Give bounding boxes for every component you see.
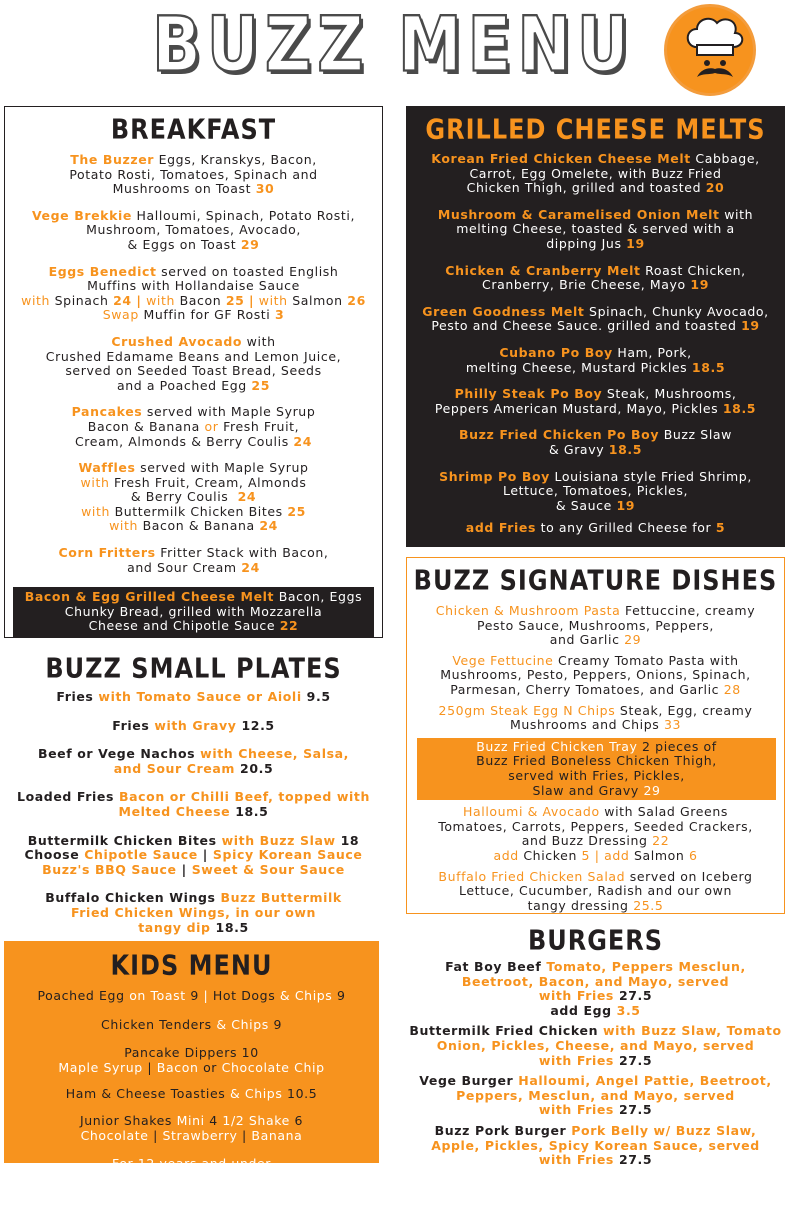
item-text: served with Maple Syrup	[140, 460, 309, 476]
breakfast-title: BREAKFAST	[110, 113, 277, 146]
item-price: 4	[209, 1112, 218, 1128]
menu-item	[4, 690, 383, 705]
item-text: with	[109, 518, 138, 534]
separator: |	[202, 847, 208, 863]
grilled-cheese-title: GRILLED CHEESE MELTS	[425, 113, 766, 146]
item-text: Muffin for GF Rosti	[143, 307, 271, 323]
item-name: Mushroom & Caramelised Onion Melt	[437, 206, 720, 222]
item-text: with Tomato Sauce or Aioli	[98, 689, 302, 704]
item-text: Spinach, Chunky Avocado,	[589, 303, 769, 319]
item-name: Buzz Pork Burger	[434, 1122, 567, 1138]
item-name: Beef or Vege Nachos	[37, 746, 196, 762]
item-price: 10	[241, 1045, 259, 1061]
menu-item	[406, 208, 785, 252]
item-text: Chicken Thigh, grilled and toasted	[466, 180, 702, 196]
item-text: & Chips	[229, 1086, 283, 1102]
item-text: & Gravy	[548, 441, 605, 457]
item-name: The Buzzer	[70, 152, 155, 167]
separator: |	[594, 847, 600, 863]
item-text: with	[146, 292, 175, 308]
item-text: & Sauce	[555, 497, 612, 513]
item-name: Pancakes	[71, 404, 143, 420]
item-text: Bacon, Eggs	[278, 589, 363, 605]
item-price: 18.5	[215, 919, 249, 935]
item-text: with	[258, 292, 288, 308]
item-price: 19	[616, 497, 636, 513]
item-text: Bacon & Banana	[87, 418, 200, 434]
separator: |	[203, 988, 209, 1003]
item-text: Mushrooms and Chips	[509, 717, 660, 733]
signature-section	[406, 557, 785, 914]
item-text: add Egg	[550, 1002, 612, 1018]
breakfast-section	[4, 106, 383, 638]
menu-title: BUZZ MENU	[152, 2, 635, 90]
item-text: with Gravy	[154, 717, 237, 733]
grilled-cheese-section	[406, 106, 785, 547]
separator: |	[147, 1059, 153, 1075]
featured-item	[13, 587, 374, 637]
item-text: with Fries	[538, 1152, 614, 1168]
item-text: Steak, Mushrooms,	[606, 386, 737, 402]
item-price: 10.5	[287, 1086, 318, 1102]
separator: |	[249, 292, 255, 308]
item-text: Pork Belly w/ Buzz Slaw,	[571, 1122, 757, 1138]
item-name: Crushed Avocado	[111, 333, 243, 349]
menu-item	[406, 152, 785, 196]
item-price: 24	[237, 489, 257, 505]
item-text: Choose	[24, 847, 80, 863]
menu-item	[406, 387, 785, 416]
item-text: Louisiana style Fried Shrimp,	[554, 468, 752, 484]
item-text: Fettuccine, creamy	[625, 603, 756, 618]
item-text: Spinach	[54, 292, 109, 308]
item-text: on Toast	[129, 988, 186, 1003]
item-text: Salmon	[292, 292, 343, 308]
menu-item	[406, 346, 785, 375]
item-text: Parmesan, Cherry Tomatoes, and Garlic	[450, 681, 720, 697]
item-text: Creamy Tomato Pasta with	[558, 652, 739, 668]
item-name: Poached Egg	[37, 988, 125, 1003]
item-price: 27.5	[618, 1052, 653, 1068]
item-text: Bacon	[179, 292, 222, 308]
item-name: Halloumi & Avocado	[463, 804, 600, 820]
menu-item	[406, 428, 785, 457]
item-price: 9.5	[306, 689, 331, 704]
menu-item	[406, 1124, 785, 1168]
item-price: 29	[624, 632, 642, 648]
menu-item	[5, 461, 382, 534]
menu-item	[4, 834, 383, 878]
item-text: Bacon	[156, 1059, 199, 1075]
item-price: 24	[113, 292, 132, 308]
item-text: with Buzz Slaw	[221, 832, 336, 848]
menu-item	[406, 960, 785, 1018]
item-name: Fries	[56, 689, 94, 704]
item-name: Corn Fritters	[58, 545, 156, 561]
item-name: 250gm Steak Egg N Chips	[438, 702, 616, 718]
item-price: 25	[225, 292, 245, 308]
item-text: Tomatoes, Carrots, Peppers, Seeded Crackers,	[438, 818, 753, 834]
item-price: 20.5	[240, 760, 274, 776]
item-text: Chunky Bread, grilled with Mozzarella	[64, 603, 323, 619]
item-price: 27.5	[618, 1102, 653, 1118]
menu-item	[407, 704, 784, 733]
item-text: Chicken	[523, 847, 577, 863]
item-text: & Chips	[216, 1016, 269, 1032]
item-text: Peppers American Mustard, Mayo, Pickles	[434, 400, 719, 416]
item-text: Buzz Fried Boneless Chicken Thigh,	[476, 753, 717, 769]
item-text: with Salad Greens	[604, 804, 728, 820]
item-name: Philly Steak Po Boy	[454, 386, 603, 402]
item-text: Slaw and Gravy	[532, 782, 639, 798]
item-name: Chicken & Cranberry Melt	[445, 262, 641, 278]
separator: |	[242, 1127, 247, 1143]
item-text: Chips	[294, 988, 333, 1003]
item-text: Mushrooms, Pesto, Peppers, Onions, Spinach,	[440, 667, 751, 683]
item-text: Beetroot, Bacon, and Mayo, served	[461, 973, 730, 989]
item-name: Buttermilk Chicken Bites	[27, 832, 217, 848]
item-name: Buttermilk Fried Chicken	[409, 1023, 599, 1039]
menu-item	[4, 989, 379, 1004]
menu-item	[406, 1024, 785, 1068]
item-text: melting Cheese, toasted & served with a	[456, 221, 735, 237]
item-text: with	[21, 292, 51, 308]
item-text: Buttermilk Chicken Bites	[114, 503, 283, 519]
burgers-title: BURGERS	[527, 924, 664, 957]
item-text: Bacon & Banana	[142, 518, 255, 534]
item-price: 18.5	[722, 400, 757, 416]
item-price: 6	[689, 847, 698, 863]
item-text: Cabbage,	[695, 151, 760, 166]
item-price: 9	[190, 988, 199, 1003]
item-text: Pesto Sauce, Mushrooms, Peppers,	[477, 617, 714, 633]
featured-item	[417, 738, 776, 800]
sauce-option: Chipotle Sauce	[84, 847, 198, 863]
item-text: Crushed Edamame Beans and Lemon Juice,	[45, 348, 342, 364]
item-text: Cheese and Chipotle Sauce	[88, 618, 276, 634]
burgers-section	[406, 922, 785, 1172]
item-price: 24	[241, 559, 260, 575]
item-text: Strawberry	[162, 1127, 238, 1143]
item-text: with Cheese, Salsa,	[200, 746, 350, 762]
menu-item	[5, 546, 382, 575]
menu-item	[4, 790, 383, 819]
item-text: Lettuce, Tomatoes, Pickles,	[502, 483, 689, 499]
item-text: Pesto and Cheese Sauce. grilled and toasted	[431, 318, 737, 334]
item-text: with Buzz Slaw, Tomato	[603, 1023, 782, 1039]
item-name: Buzz Fried Chicken Po Boy	[458, 427, 660, 443]
item-name: Chicken & Mushroom Pasta	[435, 603, 621, 618]
item-text: add	[493, 847, 519, 863]
item-text: & Eggs on Toast	[127, 236, 237, 252]
item-text: Banana	[251, 1127, 303, 1143]
sauce-option: Sweet & Sour Sauce	[191, 861, 345, 877]
menu-item	[5, 405, 382, 449]
item-price: 29	[240, 236, 260, 252]
item-price: 25.5	[633, 897, 664, 913]
menu-item	[407, 870, 784, 914]
separator: |	[181, 861, 187, 877]
item-name: Vege Burger	[419, 1073, 514, 1089]
addon-price: 5	[715, 520, 726, 536]
item-price: 3.5	[616, 1002, 641, 1018]
item-price: 27.5	[618, 988, 653, 1004]
item-text: tangy dressing	[527, 897, 629, 913]
item-name: Pancake Dippers	[124, 1045, 238, 1061]
item-text: served with Maple Syrup	[146, 404, 316, 420]
item-name: Bacon & Egg Grilled Cheese Melt	[24, 589, 275, 605]
small-plates-title: BUZZ SMALL PLATES	[45, 652, 342, 685]
menu-item	[4, 1087, 379, 1102]
menu-item	[5, 265, 382, 323]
item-text: Buzz Slaw	[663, 427, 732, 443]
item-text: Halloumi, Angel Pattie, Beetroot,	[518, 1073, 772, 1089]
item-text: Chocolate Chip	[221, 1059, 325, 1075]
item-text: and Sour Cream	[113, 760, 236, 776]
item-text: Mushrooms on Toast	[112, 181, 252, 197]
menu-item	[406, 1074, 785, 1118]
item-price: 29	[643, 782, 661, 798]
item-name: Green Goodness Melt	[422, 303, 585, 319]
item-text: Apple, Pickles, Spicy Korean Sauce, served	[431, 1137, 760, 1153]
menu-item	[4, 747, 383, 776]
item-text: Fresh Fruit, Cream, Almonds	[114, 474, 307, 490]
item-name: Korean Fried Chicken Cheese Melt	[431, 151, 691, 166]
item-name: Fat Boy Beef	[445, 959, 542, 974]
item-text: with	[724, 206, 754, 222]
item-price: 22	[652, 833, 670, 849]
item-text: and a Poached Egg	[116, 377, 247, 393]
item-options	[5, 294, 382, 309]
separator: |	[136, 292, 142, 308]
menu-item	[406, 305, 785, 334]
item-price: 19	[741, 318, 760, 334]
sauce-option: Spicy Korean Sauce	[212, 847, 363, 863]
item-name: Waffles	[78, 460, 136, 476]
chef-mustache-icon	[664, 4, 756, 96]
item-text: with Fries	[538, 1052, 614, 1068]
item-price: 22	[279, 618, 299, 634]
menu-item	[4, 1046, 379, 1075]
menu-item	[5, 153, 382, 197]
menu-item	[5, 209, 382, 253]
item-text: Mini	[176, 1112, 205, 1128]
menu-item	[4, 1114, 379, 1143]
item-text: Muffins with Hollandaise Sauce	[87, 278, 300, 294]
item-text: with	[246, 333, 276, 349]
item-text: add	[604, 847, 630, 863]
item-price: 24	[259, 518, 278, 534]
item-price: 18	[340, 832, 360, 848]
kids-note: For 12 years and under	[111, 1156, 272, 1172]
item-text: served with Fries, Pickles,	[508, 767, 685, 783]
item-price: 18.5	[608, 441, 643, 457]
item-price: 3	[274, 307, 285, 323]
item-name: Cubano Po Boy	[499, 344, 613, 360]
item-text: Eggs, Kranskys, Bacon,	[158, 152, 317, 167]
item-text: Fresh Fruit,	[223, 418, 300, 434]
menu-item	[407, 604, 784, 648]
item-price: 12.5	[241, 717, 275, 733]
kids-menu-section	[4, 941, 379, 1172]
item-text: Fritter Stack with Bacon,	[160, 545, 329, 561]
item-text: Peppers, Mesclun, and Mayo, served	[456, 1087, 735, 1103]
item-text: & Berry Coulis	[130, 489, 229, 505]
item-text: Fried Chicken Wings, in our own	[70, 904, 317, 920]
item-text: dipping Jus	[546, 235, 622, 251]
item-text: and Garlic	[549, 632, 620, 648]
item-name: Buzz Fried Chicken Tray	[476, 738, 638, 754]
menu-item	[406, 264, 785, 293]
item-text: served on Iceberg	[629, 868, 753, 884]
item-name: Chicken Tenders	[101, 1016, 212, 1032]
kids-menu-title: KIDS MENU	[110, 949, 273, 982]
item-text: and Buzz Dressing	[521, 833, 648, 849]
item-price: 6	[294, 1112, 304, 1128]
item-text: Ham, Pork,	[617, 344, 692, 360]
item-text: Salmon	[634, 847, 685, 863]
item-text: 1/2 Shake	[222, 1112, 290, 1128]
menu-item	[407, 654, 784, 698]
item-text: Carrot, Egg Omelete, with Buzz Fried	[469, 165, 722, 181]
menu-item	[4, 1018, 379, 1033]
item-price: 25	[287, 503, 306, 519]
menu-item	[4, 719, 383, 734]
item-text: with	[80, 474, 110, 490]
item-text: with Fries	[538, 988, 614, 1004]
sauce-option: Buzz's BBQ Sauce	[42, 861, 177, 877]
small-plates-section	[4, 648, 383, 938]
menu-item	[406, 470, 785, 514]
addon-text: to any Grilled Cheese for	[540, 520, 712, 536]
item-price: 18.5	[691, 359, 726, 375]
item-price: 26	[347, 292, 366, 308]
item-text: Mushroom, Tomatoes, Avocado,	[86, 222, 301, 238]
addon-note	[406, 521, 785, 536]
item-name: Loaded Fries	[17, 789, 115, 805]
item-text: and Sour Cream	[127, 559, 237, 575]
separator: |	[153, 1127, 158, 1143]
item-text: served on Seeded Toast Bread, Seeds	[65, 363, 322, 379]
item-text: melting Cheese, Mustard Pickles	[465, 359, 688, 375]
item-name: Eggs Benedict	[48, 263, 157, 279]
item-text: Halloumi, Spinach, Potato Rosti,	[136, 207, 356, 223]
item-text: or	[203, 1059, 218, 1075]
addon-name: add Fries	[465, 520, 536, 536]
item-text: tangy dip	[138, 919, 211, 935]
item-text: with	[81, 503, 110, 519]
menu-item	[5, 335, 382, 393]
menu-item	[407, 805, 784, 863]
item-name: Vege Fettucine	[452, 652, 554, 668]
item-text: &	[279, 988, 291, 1003]
item-text: 2 pieces of	[642, 738, 717, 754]
item-price: 24	[293, 433, 313, 449]
item-name: Buffalo Fried Chicken Salad	[438, 868, 626, 884]
item-name: Fries	[112, 717, 150, 733]
item-price: 20	[705, 180, 725, 196]
item-text: with Fries	[538, 1102, 614, 1118]
item-text: Melted Cheese	[118, 803, 231, 819]
item-price: 9	[337, 988, 346, 1003]
item-price: 28	[723, 681, 741, 697]
item-text: Buzz Buttermilk	[220, 890, 342, 906]
item-text: Tomato, Peppers Mesclun,	[546, 959, 746, 974]
item-name: Ham & Cheese Toasties	[65, 1086, 226, 1102]
item-text: Chocolate	[80, 1127, 149, 1143]
item-text: Steak, Egg, creamy	[619, 702, 753, 718]
item-text: Cream, Almonds & Berry Coulis	[74, 433, 289, 449]
item-text: Bacon or Chilli Beef, topped with	[119, 789, 370, 805]
item-text: Swap	[102, 307, 139, 323]
item-text: Roast Chicken,	[645, 262, 746, 278]
item-name: Hot Dogs	[212, 988, 276, 1003]
item-text: Cranberry, Brie Cheese, Mayo	[482, 277, 686, 293]
item-text: Onion, Pickles, Cheese, and Mayo, served	[436, 1037, 755, 1053]
item-price: 18.5	[235, 803, 269, 819]
item-text: or	[204, 418, 219, 434]
item-text: Maple Syrup	[58, 1059, 143, 1075]
item-name: Buffalo Chicken Wings	[45, 890, 216, 906]
item-text: Lettuce, Cucumber, Radish and our own	[458, 883, 733, 899]
menu-item	[4, 891, 383, 935]
signature-title: BUZZ SIGNATURE DISHES	[413, 564, 778, 597]
item-price: 33	[663, 717, 682, 733]
item-price: 30	[255, 181, 275, 197]
item-price: 25	[251, 377, 271, 393]
item-name: Junior Shakes	[79, 1112, 173, 1128]
item-price: 27.5	[618, 1152, 653, 1168]
item-price: 19	[626, 235, 645, 251]
item-text: served on toasted English	[161, 263, 339, 279]
item-text: Potato Rosti, Tomatoes, Spinach and	[69, 166, 318, 182]
item-price: 5	[581, 847, 591, 863]
item-price: 19	[690, 277, 709, 293]
item-price: 9	[273, 1016, 282, 1032]
item-name: Shrimp Po Boy	[439, 468, 550, 484]
item-name: Vege Brekkie	[31, 207, 132, 223]
